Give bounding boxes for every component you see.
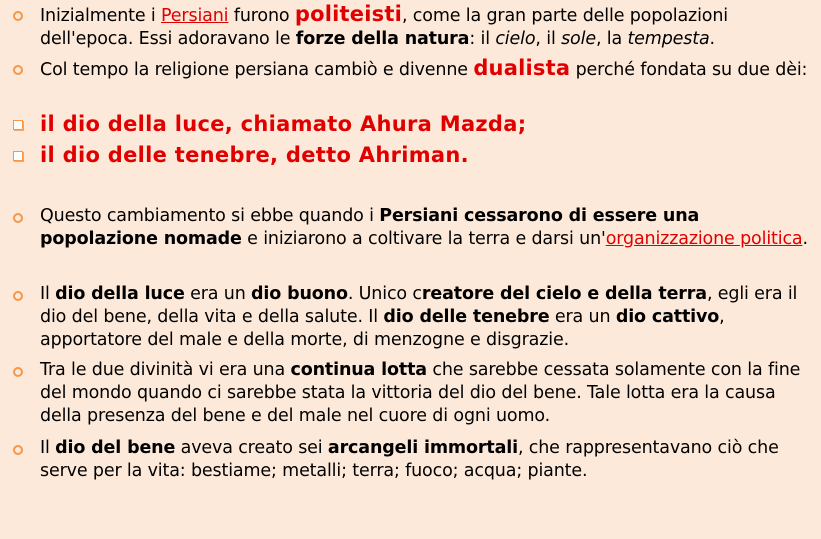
circle-bullet-icon xyxy=(11,63,24,76)
bold-continua-lotta: continua lotta xyxy=(290,360,427,380)
text: era un xyxy=(184,284,252,304)
text: Tra le due divinità vi era una xyxy=(40,360,291,380)
text: Col tempo la religione persiana cambiò e divenne xyxy=(40,60,474,80)
circle-bullet-icon xyxy=(11,365,24,378)
link-organizzazione-politica[interactable]: organizzazione politica xyxy=(605,229,803,249)
text: , che rappresentavano ciò che serve per la vita: bestiame; metalli; terra; fuoco; acqua; piante. xyxy=(40,438,779,481)
text: Il xyxy=(40,438,56,458)
text: , apportatore del male e della morte, di menzogne e disgrazie. xyxy=(40,307,725,350)
circle-bullet-icon xyxy=(11,443,24,456)
bold-persiani-nomade: Persiani cessarono di essere una popolazione nomade xyxy=(40,206,700,249)
circle-bullet-icon xyxy=(11,9,24,22)
italic-tempesta: tempesta xyxy=(627,29,710,49)
paragraph-politeisti xyxy=(40,3,816,51)
bold-dio-luce: dio della luce xyxy=(55,284,185,304)
bold-dio-cattivo: dio cattivo xyxy=(615,307,720,327)
square-bullet-icon xyxy=(11,149,24,162)
bold-dio-tenebre: dio delle tenebre xyxy=(383,307,550,327)
square-bullet-icon xyxy=(11,118,24,131)
emphasis-dualista: dualista xyxy=(473,56,571,80)
text: Il xyxy=(40,284,56,304)
italic-cielo: cielo xyxy=(495,29,536,49)
heading-dio-luce: il dio della luce, chiamato Ahura Mazda; xyxy=(40,112,527,136)
emphasis-politeisti: politeisti xyxy=(294,2,402,26)
italic-sole: sole xyxy=(561,29,596,49)
text: . Unico c xyxy=(347,284,422,304)
text: , come la gran parte delle popolazioni dell'epoca. Essi adoravano le xyxy=(40,6,728,49)
paragraph-lotta xyxy=(40,359,816,428)
circle-bullet-icon xyxy=(11,289,24,302)
text: , la xyxy=(595,29,628,49)
text: , il xyxy=(535,29,562,49)
paragraph-dio-luce xyxy=(40,283,816,352)
bold-creatore: reatore del cielo e della terra xyxy=(421,284,707,304)
text: Questo cambiamento si ebbe quando i xyxy=(40,206,380,226)
text: : il xyxy=(469,29,496,49)
text: e iniziarono a coltivare la terra e darsi un' xyxy=(241,229,606,249)
text: aveva creato sei xyxy=(175,438,328,458)
bold-forze-natura: forze della natura xyxy=(295,29,470,49)
circle-bullet-icon xyxy=(11,211,24,224)
text: . xyxy=(802,229,808,249)
paragraph-cambiamento xyxy=(40,205,816,251)
text: che sarebbe cessata solamente con la fine del mondo quando ci sarebbe stata la vittoria del dio del bene. Tale lotta era la causa della presenza del bene e del male nel cuore di ogni uomo. xyxy=(40,360,801,426)
heading-dio-tenebre: il dio delle tenebre, detto Ahriman. xyxy=(40,143,469,167)
paragraph-arcangeli xyxy=(40,437,816,483)
text: Inizialmente i xyxy=(40,6,162,26)
text: furono xyxy=(228,6,295,26)
text: perché fondata su due dèi: xyxy=(570,60,808,80)
link-persiani[interactable]: Persiani xyxy=(161,6,229,26)
bold-dio-buono: dio buono xyxy=(251,284,348,304)
bold-arcangeli-immortali: arcangeli immortali xyxy=(327,438,518,458)
text: . xyxy=(709,29,715,49)
paragraph-dualista xyxy=(40,57,816,82)
text: era un xyxy=(549,307,616,327)
bold-dio-bene: dio del bene xyxy=(55,438,176,458)
text: , egli era il dio del bene, della vita e della salute. Il xyxy=(40,284,798,327)
